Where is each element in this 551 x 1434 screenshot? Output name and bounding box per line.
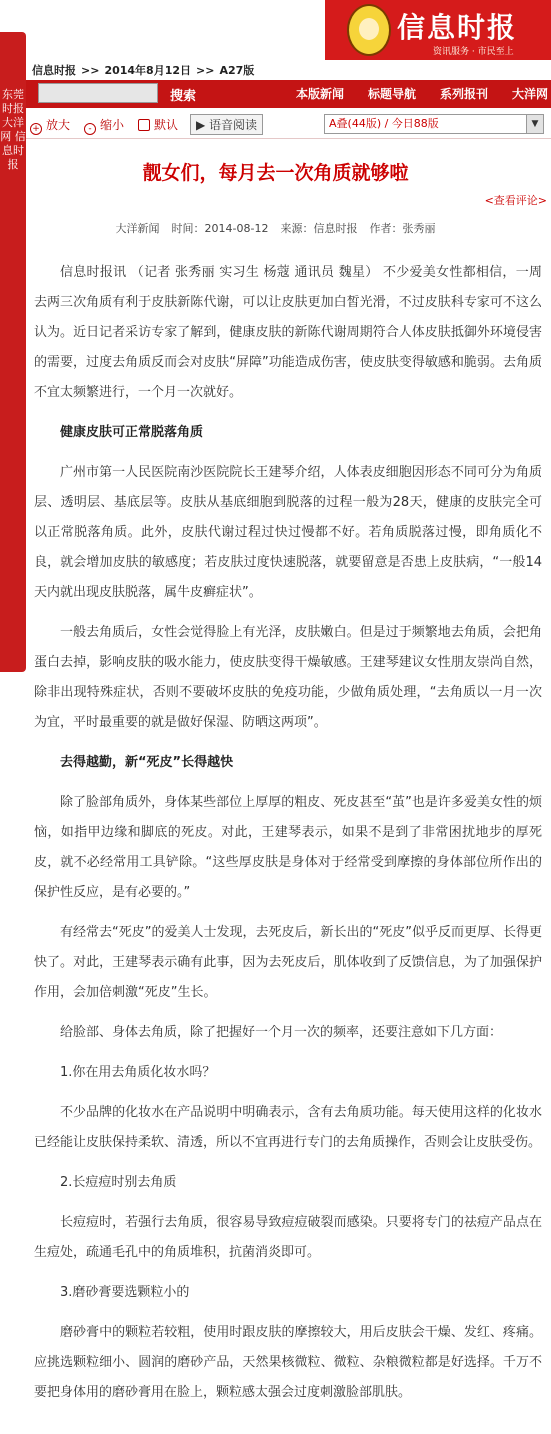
newspaper-logo[interactable] — [325, 0, 551, 60]
zoom-out-icon: - — [84, 123, 96, 135]
article-paragraph: 信息时报讯 （记者 张秀丽 实习生 杨蔻 通讯员 魏星） 不少爱美女性都相信，一周去两三次角质有利于皮肤新陈代谢，可以让皮肤更加白皙光滑，不过皮肤科专家可不这么认为。近日记者采访专家了解到，健康皮肤的新陈代谢周期符合人体皮肤抵御外环境侵害的需要，过度去角质反而会对皮肤“屏障”功能造成伤害，使皮肤变得敏感和脆弱。去角质不宜太频繁进行，一个月一次就好。 — [34, 265, 542, 400]
breadcrumb-sep-1: >> — [81, 64, 100, 77]
meta-author: 作者：张秀丽 — [369, 222, 436, 235]
article-paragraph: 有经常去“死皮”的爱美人士发现，去死皮后，新长出的“死皮”似乎反而更厚、长得更快了。对此，王建琴表示确有此事，因为去死皮后，肌体收到了反馈信息，为了加强保护作用，会加倍刺激“死皮”生长。 — [34, 925, 542, 1000]
article-subheading: 健康皮肤可正常脱落角质 — [60, 425, 204, 440]
article-paragraph: 磨砂膏中的颗粒若较粗，使用时跟皮肤的摩擦较大，用后皮肤会干燥、发红、疼痛。应挑选颗粒细小、圆润的磨砂产品，天然果核微粒、微粒、杂粮微粒都是好选择。千万不要把身体用的磨砂膏用在脸上，颗粒感太强会过度刺激脸部肌肤。 — [34, 1325, 542, 1400]
side-tab[interactable] — [0, 32, 26, 672]
breadcrumb — [32, 62, 254, 78]
article-paragraph: 长痘痘时，若强行去角质，很容易导致痘痘破裂而感染。只要将专门的祛痘产品点在生痘处，疏通毛孔中的角质堆积，抗菌消炎即可。 — [34, 1215, 542, 1260]
default-size-button[interactable] — [138, 116, 178, 133]
speaker-icon: ▶ — [196, 118, 210, 132]
article-paragraph: 一般去角质后，女性会觉得脸上有光泽，皮肤嫩白。但是过于频繁地去角质，会把角蛋白去掉，影响皮肤的吸水能力，使皮肤变得干燥敏感。王建琴建议女性朋友崇尚自然，除非出现特殊症状，否则不要破坏皮肤的免疫功能，少做角质处理，“去角质以一月一次为宜，平时最重要的就是做好保湿、防晒这两项”。 — [34, 625, 542, 730]
nav-bar — [26, 80, 551, 108]
header — [0, 0, 551, 76]
reading-toolbar — [26, 110, 551, 139]
nav-link-dayoo[interactable]: 大洋网 — [512, 87, 549, 101]
breadcrumb-sep-2: >> — [196, 64, 215, 77]
zoom-out-button[interactable] — [84, 116, 124, 135]
breadcrumb-paper[interactable]: 信息时报 — [32, 64, 76, 77]
meta-source: 来源：信息时报 — [280, 222, 358, 235]
edition-select[interactable] — [324, 114, 544, 134]
edition-select-value: A叠(44版) / 今日88版 — [329, 117, 439, 130]
article-list-heading: 3.磨砂膏要选颗粒小的 — [60, 1285, 190, 1300]
voice-read-button[interactable] — [190, 114, 263, 135]
article-paragraph: 除了脸部角质外，身体某些部位上厚厚的粗皮、死皮甚至“茧”也是许多爱美女性的烦恼，如指甲边缘和脚底的死皮。对此，王建琴表示，如果不是到了非常困扰地步的厚死皮，就不必经常用工具铲除。“这些厚皮肤是身体对于经常受到摩擦的身体部位所作出的保护性反应，是有必要的。” — [34, 795, 542, 900]
article-paragraph: 广州市第一人民医院南沙医院院长王建琴介绍，人体表皮细胞因形态不同可分为角质层、透明层、基底层等。皮肤从基底细胞到脱落的过程一般为28天，健康的皮肤完全可以正常脱落角质。此外，皮肤代谢过程过快过慢都不好。若角质脱落过慢，即角质化不良，就会增加皮肤的敏感度；若皮肤过度快速脱落，就要留意是否患上皮肤病，“一般14天内就出现皮肤脱落，属牛皮癣症状”。 — [34, 465, 542, 600]
zoom-in-button[interactable] — [30, 116, 70, 135]
nav-links — [296, 85, 551, 102]
zoom-out-label: 缩小 — [100, 118, 125, 132]
search-input[interactable] — [38, 83, 158, 103]
article-body — [34, 258, 542, 1418]
breadcrumb-date[interactable]: 2014年8月12日 — [104, 64, 192, 77]
side-tab-label: 东莞时报 大洋网 信息时报 — [0, 88, 26, 171]
search-button[interactable]: 搜索 — [170, 89, 197, 104]
view-comments-link[interactable]: <查看评论> — [484, 194, 547, 207]
article-title: 靓女们，每月去一次角质就够啦 — [142, 162, 409, 184]
article-paragraph: 给脸部、身体去角质，除了把握好一个月一次的频率，还要注意如下几方面： — [60, 1025, 503, 1040]
article-list-heading: 2.长痘痘时别去角质 — [60, 1175, 177, 1190]
meta-time: 时间：2014-08-12 — [171, 222, 269, 235]
breadcrumb-page[interactable]: A27版 — [219, 64, 255, 77]
meta-source-site[interactable]: 大洋新闻 — [115, 222, 160, 235]
default-size-icon — [138, 119, 150, 131]
voice-read-label: 语音阅读 — [209, 118, 258, 132]
article-list-heading: 1.你在用去角质化妆水吗？ — [60, 1065, 216, 1080]
zoom-in-icon: + — [30, 123, 42, 135]
article-paragraph: 不少品牌的化妆水在产品说明中明确表示，含有去角质功能。每天使用这样的化妆水已经能让皮肤保持柔软、清透，所以不宜再进行专门的去角质操作，否则会让皮肤受伤。 — [34, 1105, 542, 1150]
nav-link-series-papers[interactable]: 系列报刊 — [440, 87, 489, 101]
nav-link-headline-nav[interactable]: 标题导航 — [368, 87, 417, 101]
nav-link-current-page-news[interactable]: 本版新闻 — [296, 87, 345, 101]
default-size-label: 默认 — [154, 118, 179, 132]
article-subheading: 去得越勤，新“死皮”长得越快 — [60, 755, 234, 770]
logo-slogan: 资讯服务 · 市民至上 — [433, 47, 514, 57]
logo-name: 信息时报 — [397, 11, 518, 44]
lion-mascot-icon — [347, 4, 391, 56]
article-meta — [0, 220, 551, 236]
chevron-down-icon[interactable]: ▼ — [526, 115, 543, 133]
zoom-in-label: 放大 — [46, 118, 71, 132]
